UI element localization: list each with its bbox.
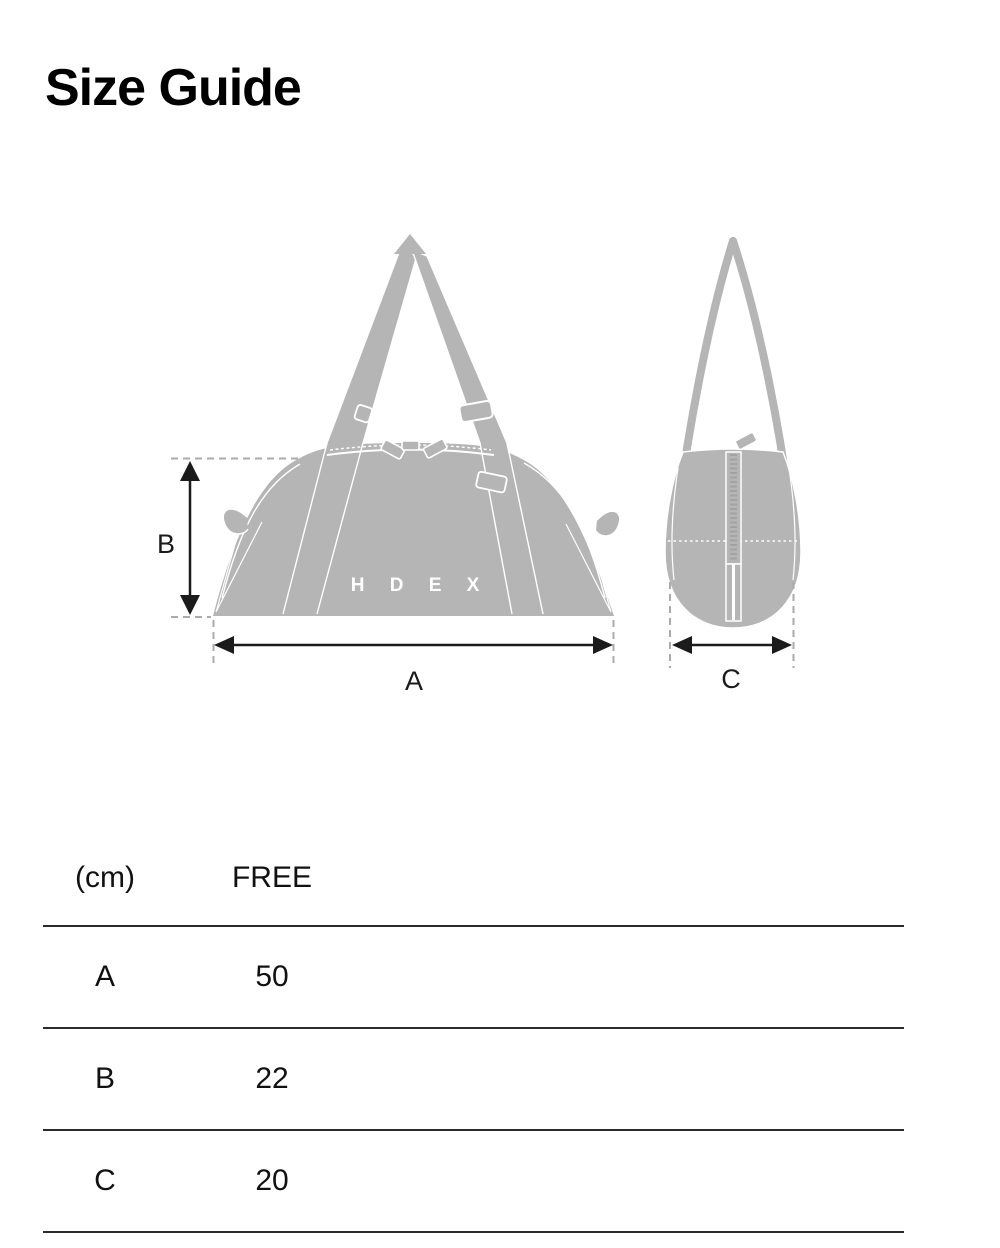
bag-side-view (665, 241, 801, 628)
size-table-header-row (43, 841, 904, 927)
dimension-a-label: A (404, 666, 424, 696)
row-dimension-label: C (94, 1164, 116, 1197)
dimension-c-label: C (721, 664, 741, 694)
size-table-unit-header: (cm) (75, 861, 135, 894)
dimension-c-arrowhead-right (772, 636, 792, 654)
brand-logo: H D E X (350, 575, 490, 596)
row-dimension-value: 20 (255, 1164, 289, 1197)
front-right-loop (596, 511, 620, 536)
row-dimension-value: 50 (255, 960, 289, 993)
table-row (43, 1131, 904, 1233)
dimension-b-arrowhead-bottom (180, 595, 200, 615)
front-strap-ring (354, 404, 373, 423)
size-table (43, 841, 904, 1233)
row-dimension-label: B (94, 1062, 115, 1095)
row-dimension-value: 22 (255, 1062, 289, 1095)
table-row (43, 1029, 904, 1131)
front-zip-slider-body (402, 441, 419, 450)
row-dimension-label: A (94, 960, 115, 993)
front-strap-tip (394, 234, 426, 254)
side-zip-pull (735, 432, 757, 450)
dimension-b-label: B (156, 529, 176, 559)
page-title: Size Guide (45, 59, 301, 117)
table-row (43, 927, 904, 1029)
bag-front-view (213, 234, 620, 616)
dimension-a-arrowhead-left (214, 636, 234, 654)
dimension-a (214, 620, 614, 696)
size-table-size-header: FREE (231, 861, 312, 894)
dimension-b-arrowhead-top (180, 461, 200, 481)
dimension-a-arrowhead-right (593, 636, 613, 654)
dimension-c-arrowhead-left (672, 636, 692, 654)
